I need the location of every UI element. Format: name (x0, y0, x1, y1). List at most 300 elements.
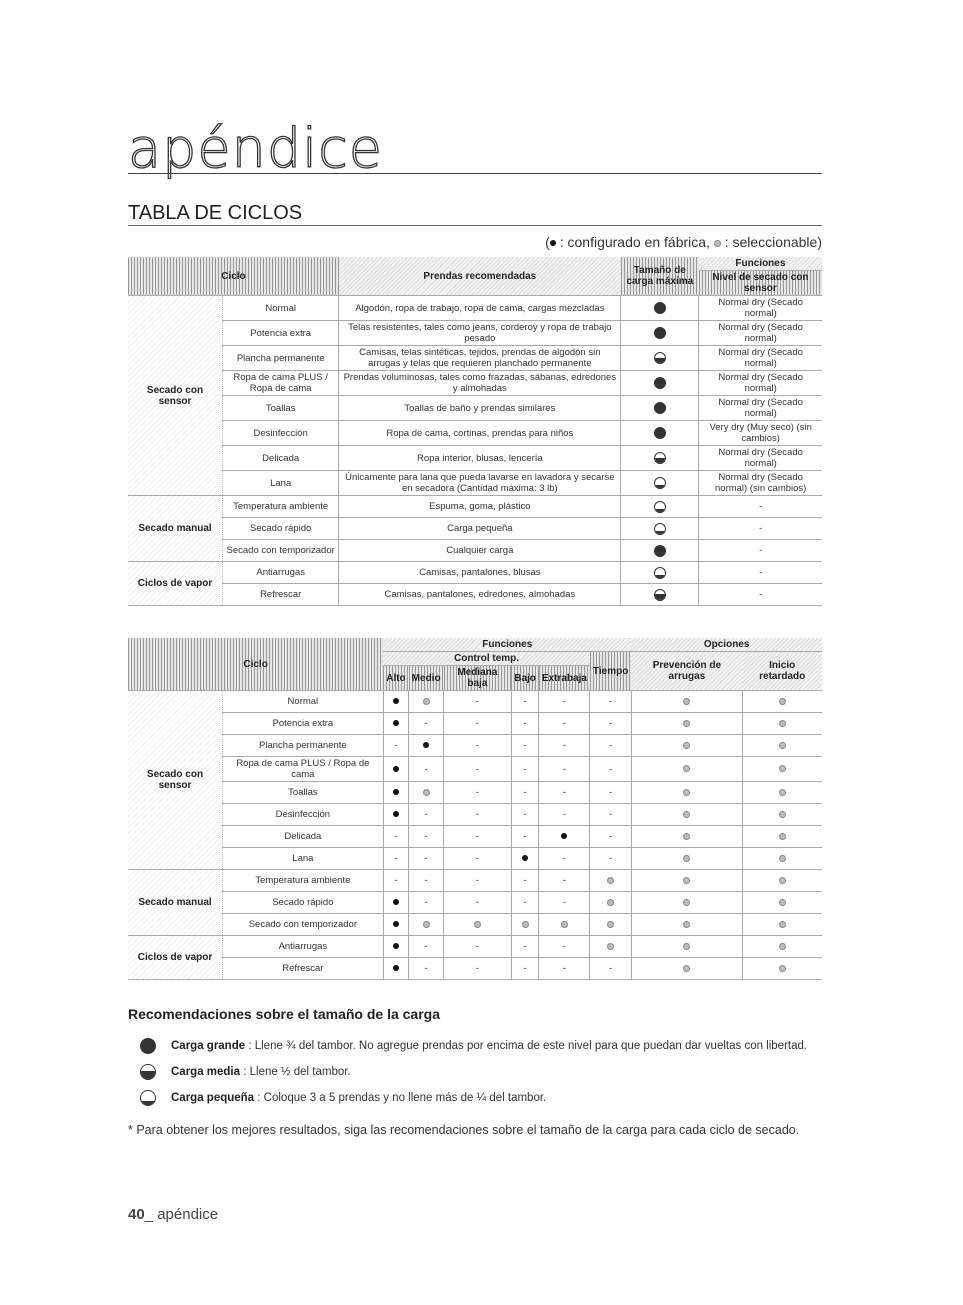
cycle-name: Toallas (223, 396, 339, 421)
cycle-name: Desinfección (223, 421, 339, 446)
selectable-dot-icon (683, 811, 690, 818)
small-load-icon (654, 477, 666, 489)
function-cell: - (590, 782, 631, 804)
selectable-dot-icon (683, 877, 690, 884)
table-row (128, 782, 822, 804)
selectable-dot-icon (779, 921, 786, 928)
function-cell (742, 735, 822, 757)
table-row (128, 584, 822, 606)
function-cell: - (409, 870, 444, 892)
rec-text: : Llene ¾ del tambor. No agregue prendas por encima de este nivel para que puedan dar vueltas con libertad. (245, 1040, 808, 1053)
table-row (128, 321, 822, 346)
cycle-name: Ropa de cama PLUS / Ropa de cama (223, 757, 384, 782)
table-row (128, 870, 822, 892)
recommendations-title: Recomendaciones sobre el tamaño de la carga (128, 1006, 441, 1022)
table-row (128, 496, 822, 518)
load-size (621, 346, 699, 371)
function-cell (539, 914, 590, 936)
function-cell: - (511, 782, 539, 804)
large-load-icon (654, 545, 666, 557)
function-cell (383, 892, 408, 914)
small-load-icon (140, 1090, 156, 1106)
factory-dot-icon (393, 720, 399, 726)
function-cell: - (539, 936, 590, 958)
recommended-clothes: Toallas de baño y prendas similares (339, 396, 621, 421)
selectable-dot-icon (561, 921, 568, 928)
function-cell: - (511, 892, 539, 914)
function-cell (631, 757, 742, 782)
small-load-icon (654, 567, 666, 579)
recommended-clothes: Ropa de cama, cortinas, prendas para niños (339, 421, 621, 446)
recommended-clothes: Camisas, pantalones, edredones, almohadas (339, 584, 621, 606)
selectable-dot-icon (683, 833, 690, 840)
page-number: 40 (128, 1206, 145, 1223)
function-cell (742, 848, 822, 870)
selectable-dot-icon (779, 855, 786, 862)
selectable-dot-icon (522, 921, 529, 928)
selectable-dot-icon (779, 943, 786, 950)
rec-item-small (140, 1090, 546, 1106)
function-cell (742, 892, 822, 914)
function-cell (631, 804, 742, 826)
dry-level: Normal dry (Secado normal) (sin cambios) (699, 471, 822, 496)
selectable-dot-icon (779, 698, 786, 705)
legend-selectable: : seleccionable) (720, 234, 822, 250)
table-row (128, 562, 822, 584)
large-load-icon (140, 1038, 156, 1054)
function-cell (742, 782, 822, 804)
load-size (621, 540, 699, 562)
selectable-dot-icon (683, 789, 690, 796)
selectable-dot-icon (779, 765, 786, 772)
factory-dot-icon (393, 698, 399, 704)
function-cell: - (409, 848, 444, 870)
factory-dot-icon (393, 965, 399, 971)
function-cell (590, 936, 631, 958)
function-cell (631, 958, 742, 980)
function-cell (631, 713, 742, 735)
function-cell (631, 870, 742, 892)
selectable-dot-icon (607, 921, 614, 928)
rec-text: : Llene ½ del tambor. (240, 1066, 351, 1079)
function-cell: - (409, 958, 444, 980)
rec-label: Carga media (171, 1066, 241, 1079)
group-label: Ciclos de vapor (128, 936, 223, 980)
dry-level: - (699, 540, 822, 562)
large-load-icon (654, 302, 666, 314)
function-cell: - (590, 691, 631, 713)
function-cell: - (444, 892, 512, 914)
recommended-clothes: Cualquier carga (339, 540, 621, 562)
table-row (128, 914, 822, 936)
table-row (128, 371, 822, 396)
selectable-dot-icon (423, 789, 430, 796)
function-cell: - (511, 757, 539, 782)
cycle-name: Plancha permanente (223, 346, 339, 371)
function-cell: - (444, 691, 512, 713)
cycle-name: Refrescar (223, 958, 384, 980)
cycle-name: Secado rápido (223, 892, 384, 914)
large-load-icon (654, 327, 666, 339)
function-cell (742, 691, 822, 713)
header-funciones: Funciones (699, 257, 822, 271)
cycle-name: Lana (223, 848, 384, 870)
group-label: Secado con sensor (128, 691, 223, 870)
rec-item-medium (140, 1064, 351, 1080)
medium-load-icon (654, 352, 666, 364)
factory-dot-icon (393, 811, 399, 817)
cycle-name: Secado con temporizador (223, 540, 339, 562)
function-cell: - (444, 713, 512, 735)
function-cell: - (444, 804, 512, 826)
selectable-dot-icon (683, 765, 690, 772)
selectable-dot-icon (683, 921, 690, 928)
function-cell (383, 958, 408, 980)
legend-open: ( (545, 234, 550, 250)
cycle-name: Lana (223, 471, 339, 496)
cycle-name: Desinfección (223, 804, 384, 826)
selectable-dot-icon (423, 698, 430, 705)
table-row (128, 471, 822, 496)
table-row (128, 826, 822, 848)
recommended-clothes: Únicamente para lana que pueda lavarse en lavadora y secarse en secadora (Cantidad máxima: 3 lb) (339, 471, 621, 496)
function-cell: - (539, 735, 590, 757)
function-cell: - (444, 848, 512, 870)
selectable-dot-icon (779, 965, 786, 972)
function-cell (383, 691, 408, 713)
medium-load-icon (140, 1064, 156, 1080)
cycles-table (128, 257, 822, 606)
function-cell (590, 870, 631, 892)
load-size (621, 562, 699, 584)
selectable-dot-icon (779, 720, 786, 727)
table-row (128, 421, 822, 446)
cycle-name: Plancha permanente (223, 735, 384, 757)
cycle-name: Antiarrugas (223, 562, 339, 584)
cycle-name: Toallas (223, 782, 384, 804)
chapter-title: apéndice (128, 117, 384, 180)
small-load-icon (654, 501, 666, 513)
functions-table (128, 638, 822, 980)
function-cell: - (590, 735, 631, 757)
selectable-dot-icon (607, 899, 614, 906)
function-cell (742, 936, 822, 958)
rec-label: Carga pequeña (171, 1092, 255, 1105)
dry-level: Normal dry (Secado normal) (699, 396, 822, 421)
factory-dot-icon (393, 921, 399, 927)
selectable-dot-icon (423, 921, 430, 928)
function-cell (383, 804, 408, 826)
function-cell (742, 757, 822, 782)
header-inicio: Inicio retardado (742, 652, 822, 691)
rec-item-large (140, 1038, 807, 1054)
function-cell: - (539, 958, 590, 980)
cycle-name: Normal (223, 296, 339, 321)
cycle-name: Secado rápido (223, 518, 339, 540)
function-cell (539, 826, 590, 848)
medium-load-icon (654, 452, 666, 464)
function-cell: - (409, 757, 444, 782)
header-ciclo-2: Ciclo (128, 638, 383, 691)
dry-level: Normal dry (Secado normal) (699, 346, 822, 371)
selectable-dot-icon (683, 742, 690, 749)
function-cell: - (511, 804, 539, 826)
function-cell: - (511, 958, 539, 980)
page-footer (128, 1206, 218, 1223)
function-cell (383, 713, 408, 735)
large-load-icon (654, 377, 666, 389)
function-cell (444, 914, 512, 936)
function-cell: - (511, 826, 539, 848)
load-size (621, 421, 699, 446)
function-cell (409, 735, 444, 757)
function-cell (742, 826, 822, 848)
table-row (128, 848, 822, 870)
function-cell: - (539, 713, 590, 735)
cycle-name: Normal (223, 691, 384, 713)
header-ciclo: Ciclo (128, 257, 339, 296)
table-row (128, 735, 822, 757)
recommended-clothes: Carga pequeña (339, 518, 621, 540)
selectable-dot-icon (607, 877, 614, 884)
function-cell: - (511, 735, 539, 757)
function-cell (742, 914, 822, 936)
load-size (621, 371, 699, 396)
recommended-clothes: Espuma, goma, plástico (339, 496, 621, 518)
table-row (128, 757, 822, 782)
function-cell (742, 713, 822, 735)
cycle-name: Refrescar (223, 584, 339, 606)
function-cell: - (539, 804, 590, 826)
function-cell: - (409, 936, 444, 958)
function-cell (409, 914, 444, 936)
table-row (128, 691, 822, 713)
function-cell (631, 914, 742, 936)
cycle-name: Temperatura ambiente (223, 870, 384, 892)
selectable-dot-icon (683, 965, 690, 972)
function-cell: - (409, 804, 444, 826)
table-row (128, 446, 822, 471)
cycle-name: Antiarrugas (223, 936, 384, 958)
selectable-dot-icon (607, 943, 614, 950)
function-cell: - (409, 892, 444, 914)
function-cell: - (539, 782, 590, 804)
table-row (128, 296, 822, 321)
factory-dot-icon (393, 899, 399, 905)
function-cell (631, 892, 742, 914)
table-row (128, 936, 822, 958)
function-cell: - (590, 757, 631, 782)
function-cell: - (383, 870, 408, 892)
function-cell: - (539, 848, 590, 870)
group-label: Secado manual (128, 496, 223, 562)
load-size (621, 321, 699, 346)
header-prendas: Prendas recomendadas (339, 257, 621, 296)
function-cell (631, 936, 742, 958)
dry-level: Normal dry (Secado normal) (699, 371, 822, 396)
selectable-dot-icon (779, 899, 786, 906)
selectable-dot-icon (779, 742, 786, 749)
large-load-icon (654, 427, 666, 439)
function-cell: - (590, 958, 631, 980)
dry-level: - (699, 562, 822, 584)
function-cell: - (511, 870, 539, 892)
function-cell (590, 914, 631, 936)
selectable-dot-icon (779, 877, 786, 884)
function-cell (590, 892, 631, 914)
function-cell (409, 782, 444, 804)
function-cell (631, 826, 742, 848)
selectable-dot-icon (683, 855, 690, 862)
factory-dot-icon (423, 742, 429, 748)
header-extrabaja: Extrabaja (539, 666, 590, 691)
function-cell: - (511, 691, 539, 713)
recommended-clothes: Camisas, telas sintéticas, tejidos, prendas de algodón sin arrugas y telas que requieren planchado permanente (339, 346, 621, 371)
function-cell: - (444, 757, 512, 782)
header-nivel: Nivel de secado con sensor (699, 271, 822, 296)
function-cell (511, 914, 539, 936)
rec-label: Carga grande (171, 1040, 246, 1053)
table-row (128, 396, 822, 421)
group-label: Secado con sensor (128, 296, 223, 496)
chapter-rule (128, 173, 822, 174)
function-cell: - (590, 848, 631, 870)
function-cell: - (383, 826, 408, 848)
factory-dot-icon (561, 833, 567, 839)
rec-text: : Coloque 3 a 5 prendas y no llene más de ¼ del tambor. (254, 1092, 547, 1105)
table-row (128, 346, 822, 371)
function-cell: - (383, 848, 408, 870)
recommended-clothes: Camisas, pantalones, blusas (339, 562, 621, 584)
footnote: * Para obtener los mejores resultados, siga las recomendaciones sobre el tamaño de la carga para cada ciclo de secado. (128, 1123, 800, 1137)
function-cell: - (511, 936, 539, 958)
header-opciones: Opciones (631, 638, 822, 652)
function-cell (631, 848, 742, 870)
load-size (621, 296, 699, 321)
function-cell (742, 958, 822, 980)
header-bajo: Bajo (511, 666, 539, 691)
function-cell (631, 691, 742, 713)
function-cell: - (409, 826, 444, 848)
selectable-dot-icon (474, 921, 481, 928)
function-cell: - (539, 691, 590, 713)
recommended-clothes: Prendas voluminosas, tales como frazadas, sábanas, edredones y almohadas (339, 371, 621, 396)
selectable-dot-icon (779, 789, 786, 796)
header-control: Control temp. (383, 652, 590, 666)
small-load-icon (654, 523, 666, 535)
legend (545, 234, 822, 250)
load-size (621, 396, 699, 421)
table-row (128, 958, 822, 980)
function-cell: - (444, 735, 512, 757)
cycle-name: Temperatura ambiente (223, 496, 339, 518)
function-cell (742, 804, 822, 826)
selectable-dot-icon (779, 811, 786, 818)
function-cell (409, 691, 444, 713)
footer-label: _ apéndice (144, 1206, 219, 1223)
load-size (621, 496, 699, 518)
header-medio: Medio (409, 666, 444, 691)
function-cell (383, 936, 408, 958)
recommended-clothes: Algodón, ropa de trabajo, ropa de cama, cargas mezcladas (339, 296, 621, 321)
selectable-dot-icon (683, 899, 690, 906)
function-cell: - (590, 713, 631, 735)
large-load-icon (654, 402, 666, 414)
function-cell (742, 870, 822, 892)
header-tamano: Tamaño de carga máxima (621, 257, 699, 296)
selectable-dot-icon (683, 720, 690, 727)
cycle-name: Potencia extra (223, 713, 384, 735)
factory-dot-icon (522, 855, 528, 861)
header-prevencion: Prevención de arrugas (631, 652, 742, 691)
function-cell: - (539, 870, 590, 892)
function-cell: - (444, 958, 512, 980)
function-cell: - (409, 713, 444, 735)
selectable-dot-icon (683, 698, 690, 705)
selectable-dot-icon (714, 240, 721, 247)
header-alto: Alto (383, 666, 408, 691)
header-tiempo: Tiempo (590, 652, 631, 691)
function-cell: - (444, 936, 512, 958)
selectable-dot-icon (683, 943, 690, 950)
legend-factory: : configurado en fábrica, (555, 234, 714, 250)
load-size (621, 584, 699, 606)
table-row (128, 540, 822, 562)
function-cell (631, 735, 742, 757)
medium-load-icon (654, 589, 666, 601)
function-cell (383, 782, 408, 804)
dry-level: - (699, 518, 822, 540)
section-rule (128, 225, 822, 226)
header-funciones-2: Funciones (383, 638, 631, 652)
dry-level: - (699, 496, 822, 518)
recommended-clothes: Telas resistentes, tales como jeans, corderoy y ropa de trabajo pesado (339, 321, 621, 346)
factory-dot-icon (393, 789, 399, 795)
section-title: TABLA DE CICLOS (128, 202, 303, 224)
cycle-name: Potencia extra (223, 321, 339, 346)
dry-level: Normal dry (Secado normal) (699, 446, 822, 471)
function-cell: - (539, 757, 590, 782)
recommended-clothes: Ropa interior, blusas, lencería (339, 446, 621, 471)
table-row (128, 518, 822, 540)
table-row (128, 804, 822, 826)
header-mediana-baja: Mediana baja (444, 666, 512, 691)
factory-dot-icon (393, 766, 399, 772)
function-cell: - (590, 804, 631, 826)
cycle-name: Delicada (223, 826, 384, 848)
cycle-name: Ropa de cama PLUS / Ropa de cama (223, 371, 339, 396)
function-cell: - (444, 826, 512, 848)
load-size (621, 518, 699, 540)
dry-level: Normal dry (Secado normal) (699, 296, 822, 321)
table-row (128, 892, 822, 914)
factory-dot-icon (393, 943, 399, 949)
function-cell: - (444, 870, 512, 892)
function-cell: - (444, 782, 512, 804)
load-size (621, 446, 699, 471)
function-cell: - (590, 826, 631, 848)
function-cell: - (383, 735, 408, 757)
dry-level: Very dry (Muy seco) (sin cambios) (699, 421, 822, 446)
dry-level: Normal dry (Secado normal) (699, 321, 822, 346)
function-cell (511, 848, 539, 870)
table-row (128, 713, 822, 735)
function-cell (631, 782, 742, 804)
group-label: Secado manual (128, 870, 223, 936)
dry-level: - (699, 584, 822, 606)
function-cell (383, 914, 408, 936)
function-cell: - (511, 713, 539, 735)
